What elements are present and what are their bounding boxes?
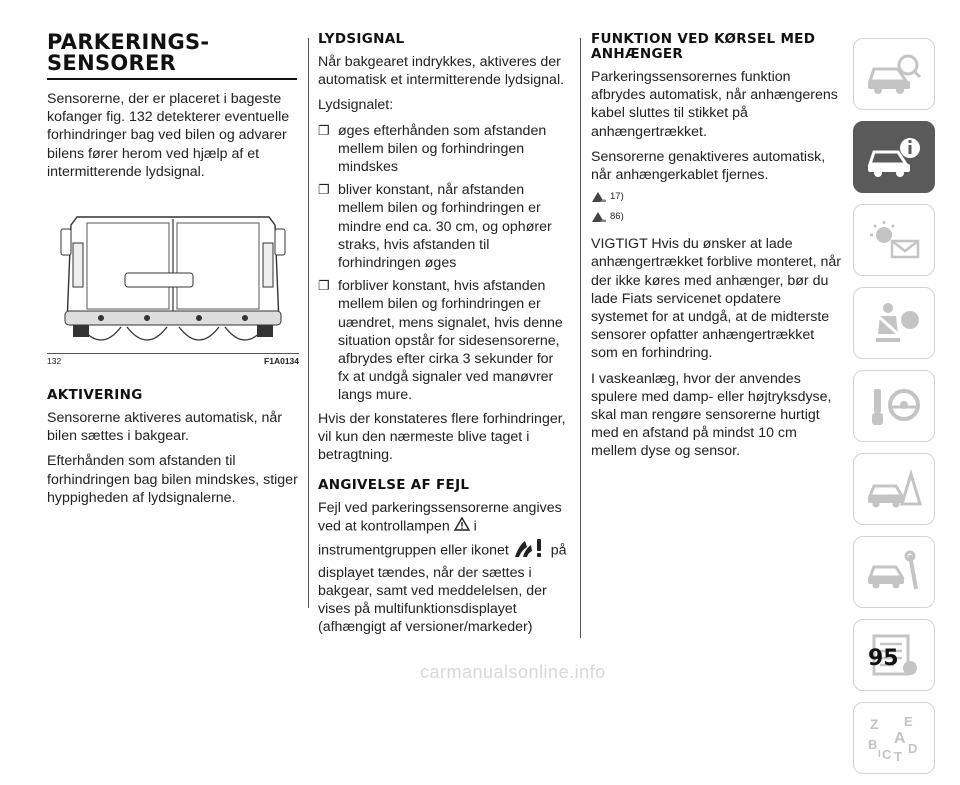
column-2	[318, 32, 568, 644]
figure-number: 132	[47, 356, 62, 367]
svg-text:Z: Z	[870, 716, 879, 732]
intro-paragraph: Sensorerne, der er placeret i bageste kofanger fig. 132 detekterer eventuelle forhindringer bag ved bilen og advarer bilens fører herom ved hjælp af et intermitterende lydsignal.	[47, 91, 290, 180]
section-title-parkeringssensorer: PARKERINGS- SENSORER	[47, 30, 210, 75]
seatbelt-airbag-icon	[864, 300, 924, 346]
fejl-text-part-2: i instrumentgruppen eller ikonet	[318, 518, 509, 559]
section-title-aktivering: AKTIVERING	[47, 387, 143, 404]
alphabet-index-icon	[864, 713, 924, 763]
note-reference	[591, 211, 841, 227]
tab-alphabetical-index[interactable]	[853, 702, 935, 774]
svg-text:D: D	[908, 741, 918, 756]
column-divider	[580, 38, 581, 638]
list-item	[318, 277, 568, 404]
tab-seatbelt-airbag[interactable]	[853, 287, 935, 359]
fejl-text-part-1: Fejl ved parkeringssensorerne angives ved at kontrollampen	[318, 500, 562, 535]
vigtigt-paragraph: VIGTIGT Hvis du ønsker at lade anhængertrækket forblive monteret, når der ikke køres med anhænger, bør du lade Fiats servicenet opdatere systemet for at undgå, at de midterste sensorer opfatter anhængertrækket som en forhindring.	[591, 236, 841, 362]
aktivering-paragraph-2: Efterhånden som afstanden til forhindringen bag bilen mindskes, stiger hyppigheden af lydsignalerne.	[47, 453, 298, 506]
svg-text:T: T	[894, 749, 902, 763]
checkbox-bullet-icon: ❐	[318, 122, 330, 138]
svg-text:C: C	[882, 747, 892, 762]
list-item	[318, 181, 568, 272]
fejl-paragraph	[318, 499, 568, 636]
parking-sensor-fault-icon	[513, 537, 547, 564]
watermark: carmanualsonline.info	[420, 662, 606, 682]
tab-car-info[interactable]	[853, 121, 935, 193]
note-number: 17)	[610, 191, 624, 203]
figure-caption	[47, 353, 299, 366]
car-search-icon	[864, 51, 924, 97]
section-title-angivelse-af-fejl: ANGIVELSE AF FEJL	[318, 477, 470, 494]
svg-text:A: A	[894, 730, 906, 747]
section-title-lydsignal: LYDSIGNAL	[318, 31, 405, 47]
list-item-text: forbliver konstant, hvis afstanden mellem bilen og forhindringen er uændret, mens signalet, hvis denne situation opstår for sidesensorerne, afbrydes efter cirka 3 sekunder for fx at undgå signaler ved manøvrer langs mure.	[338, 278, 563, 404]
aktivering-paragraph-1: Sensorerne aktiveres automatisk, når bilen sættes i bakgear.	[47, 410, 282, 445]
breakdown-triangle-icon	[864, 466, 924, 512]
column-1	[47, 32, 299, 514]
lydsignal-paragraph-3: Hvis der konstateres flere forhindringer, vil kun den nærmeste blive taget i betragtning.	[318, 410, 566, 464]
tab-maintenance[interactable]	[853, 536, 935, 608]
anhaenger-paragraph-1: Parkeringssensorernes funktion afbrydes automatisk, når anhængerens kabel sluttes til stikket på anhængertrækket.	[591, 69, 838, 140]
anhaenger-paragraph-2: Sensorerne genaktiveres automatisk, når anhængerkablet fjernes.	[591, 148, 826, 184]
note-number: 86)	[610, 211, 624, 223]
page-number: 95	[868, 646, 899, 671]
tab-car-search[interactable]	[853, 38, 935, 110]
section-title-funktion-ved-korsel: FUNKTION VED KØRSEL MED ANHÆNGER	[591, 31, 816, 62]
checkbox-bullet-icon: ❐	[318, 182, 330, 198]
tab-breakdown[interactable]	[853, 453, 935, 525]
fejl-text-part-3: på displayet tændes, når der sættes i bakgear, samt ved meddelelsen, der vises på multifunktionsdisplayet (afhængigt af versioner/markeder)	[318, 542, 567, 636]
key-steering-icon	[864, 383, 924, 429]
checkbox-bullet-icon: ❐	[318, 278, 330, 294]
svg-text:E: E	[904, 714, 913, 729]
warning-lights-icon	[864, 217, 924, 263]
svg-text:B: B	[868, 737, 878, 752]
column-divider	[308, 38, 309, 608]
figure-van-rear	[47, 203, 299, 353]
chapter-tabs	[853, 38, 935, 785]
column-3	[591, 32, 841, 468]
note-reference	[591, 191, 841, 207]
car-info-icon	[864, 134, 924, 180]
tab-key-steering[interactable]	[853, 370, 935, 442]
hand-warning-icon	[591, 191, 607, 207]
lydsignal-paragraph-2: Lydsignalet:	[318, 97, 394, 114]
lydsignal-paragraph-1: Når bakgearet indrykkes, aktiveres der automatisk et intermitterende lydsignal.	[318, 54, 565, 89]
tab-warning-lights[interactable]	[853, 204, 935, 276]
van-rear-illustration	[47, 203, 299, 353]
warning-lamp-icon	[454, 517, 470, 536]
list-item-text: øges efterhånden som afstanden mellem bilen og forhindringen mindskes	[338, 122, 547, 176]
figure-code: F1A0134	[264, 356, 299, 367]
list-item-text: bliver konstant, når afstanden mellem bilen og forhindringen er mindre end ca. 30 cm, og ophører straks, hvis afstanden til forhindringen øges	[338, 182, 552, 272]
svg-text:I: I	[878, 749, 881, 760]
car-maintenance-icon	[864, 549, 924, 595]
title-rule	[47, 78, 297, 80]
hand-warning-icon	[591, 211, 607, 227]
list-item	[318, 122, 568, 177]
vaskeanlaeg-paragraph: I vaskeanlæg, hvor der anvendes spulere med damp- eller højtryksdyse, skal man rengøre sensorerne hurtigt med en afstand på mindst 10 cm mellem dyse og sensor.	[591, 370, 832, 460]
